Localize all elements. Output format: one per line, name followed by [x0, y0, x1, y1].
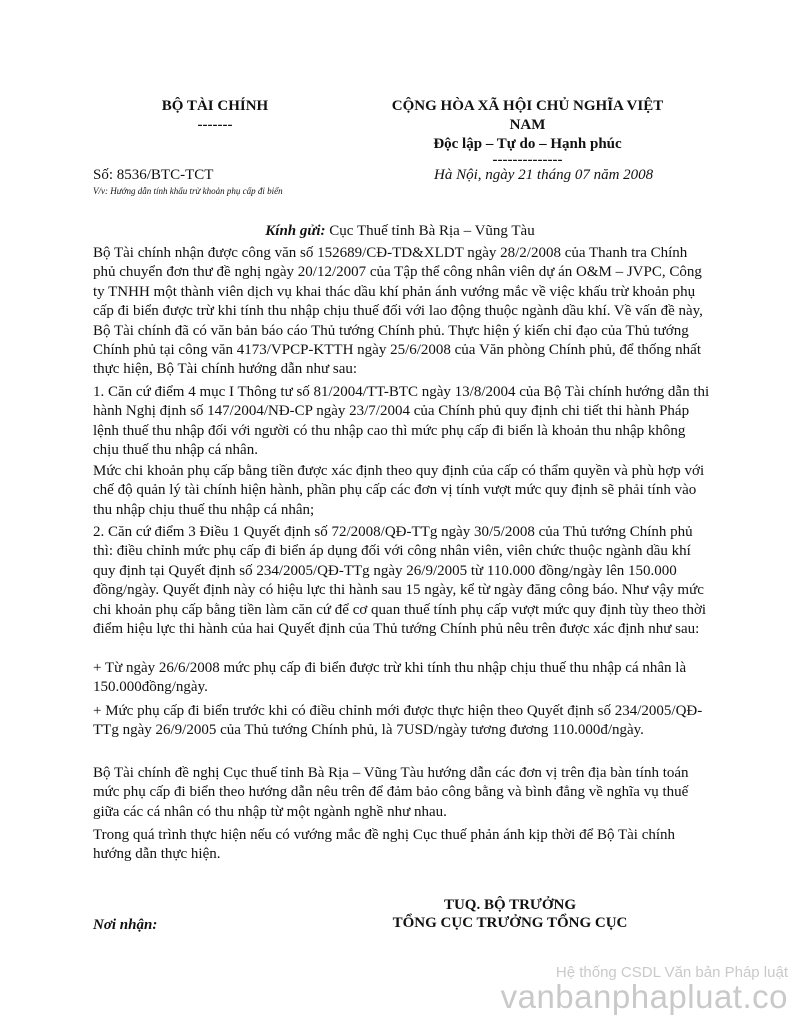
document-number: Số: 8536/BTC-TCT — [93, 167, 214, 183]
motto: Độc lập – Tự do – Hạnh phúc — [433, 136, 622, 152]
recipient-line — [0, 223, 800, 240]
body-paragraph: Bộ Tài chính nhận được công văn số 152689/CĐ-TD&XLDT ngày 28/2/2008 của Thanh tra Chính phủ chuyển đơn thư đề nghị ngày 20/12/2007 của Tập thể công nhân viên dự án O&M – JVPC, Công ty TNHH một thành viên dịch vụ khai thác dầu khí phản ánh vướng mắc về việc khấu trừ khoản phụ cấp đi biển được trừ khi tính thu nhập chịu thuế đối với lao động thuộc ngành dầu khí. Về vấn đề này, Bộ Tài chính đã có văn bản báo cáo Thủ tướng Chính phủ. Thực hiện ý kiến chỉ đạo của Thủ tướng Chính phủ tại công văn 4173/VPCP-KTTH ngày 25/6/2008 của Văn phòng Chính phủ, để thống nhất thực hiện, Bộ Tài chính hướng dẫn như sau: — [93, 245, 703, 378]
place-date: Hà Nội, ngày 21 tháng 07 năm 2008 — [434, 167, 654, 183]
document-subject: V/v: Hướng dẫn tính khấu trừ khoản phụ cấp đi biển — [93, 186, 283, 196]
nation-title-line2: NAM — [509, 117, 546, 133]
body-paragraph: 2. Căn cứ điểm 3 Điều 1 Quyết định số 72/2008/QĐ-TTg ngày 30/5/2008 của Thủ tướng Chính phủ thì: điều chỉnh mức phụ cấp đi biển áp dụng đối với công nhân viên, viên chức thuộc ngành dầu khí quy định tại Quyết định số 234/2005/QĐ-TTg ngày 26/9/2005 từ 110.000 đồng/ngày lên 150.000 đồng/ngày. Quyết định này có hiệu lực thi hành sau 15 ngày, kể từ ngày đăng công báo. Như vậy mức chi khoản phụ cấp bằng tiền làm căn cứ để cơ quan thuế tính phụ cấp vượt mức quy định tùy theo thời điểm hiệu lực thi hành của hai Quyết định của Thủ tướng Chính phủ nêu trên được xác định như sau: — [93, 524, 707, 638]
recipients-label: Nơi nhận: — [93, 917, 158, 933]
body-paragraph: Bộ Tài chính đề nghị Cục thuế tỉnh Bà Rịa – Vũng Tàu hướng dẫn các đơn vị trên địa bàn tính toán mức phụ cấp đi biển theo hướng dẫn nêu trên để đảm bảo công bằng và bình đẳng về nghĩa vụ thuế giữa các cá nhân có thu nhập từ một ngành nghề như nhau. — [93, 765, 689, 820]
body-paragraph: 1. Căn cứ điểm 4 mục I Thông tư số 81/2004/TT-BTC ngày 13/8/2004 của Bộ Tài chính hướng dẫn thi hành Nghị định số 147/2004/NĐ-CP ngày 23/7/2004 của Chính phủ quy định chi tiết thi hành Pháp lệnh thuế thu nhập đối với người có thu nhập cao thì mức phụ cấp đi biển là khoản thu nhập không chịu thuế thu nhập cá nhân. — [93, 384, 710, 459]
recipient-name: Cục Thuế tỉnh Bà Rịa – Vũng Tàu — [325, 223, 535, 239]
body-paragraph: + Mức phụ cấp đi biển trước khi có điều chỉnh mới được thực hiện theo Quyết định số 234/2005/QĐ-TTg ngày 26/9/2005 của Thủ tướng Chính phủ, là 7USD/ngày tương đương 110.000đ/ngày. — [93, 703, 703, 739]
agency-rule: ------- — [197, 117, 233, 133]
signature-title-line1: TUQ. BỘ TRƯỞNG — [443, 897, 577, 913]
body-paragraph: Trong quá trình thực hiện nếu có vướng mắc đề nghị Cục thuế phản ánh kịp thời để Bộ Tài chính hướng dẫn thực hiện. — [93, 827, 676, 863]
signature-title-line2: TỔNG CỤC TRƯỞNG TỔNG CỤC — [392, 915, 628, 931]
nation-title-line1: CỘNG HÒA XÃ HỘI CHỦ NGHĨA VIỆT — [391, 98, 664, 114]
body-paragraph: + Từ ngày 26/6/2008 mức phụ cấp đi biển được trừ khi tính thu nhập chịu thuế thu nhập cá nhân là 150.000đồng/ngày. — [93, 660, 687, 696]
watermark-caption: Hệ thống CSDL Văn bản Pháp luật — [555, 964, 788, 981]
recipient-label: Kính gửi: — [265, 223, 326, 239]
agency-name: BỘ TÀI CHÍNH — [161, 98, 269, 114]
watermark-site: vanbanphapluat.co — [500, 978, 788, 1015]
body-paragraph: Mức chi khoản phụ cấp bằng tiền được xác định theo quy định của cấp có thẩm quyền và phù hợp với chế độ quản lý tài chính hiện hành, phần phụ cấp các đơn vị tính vượt mức quy định sẽ phải tính vào thu nhập chịu thuế thu nhập cá nhân; — [93, 463, 705, 518]
motto-rule: -------------- — [492, 152, 563, 168]
